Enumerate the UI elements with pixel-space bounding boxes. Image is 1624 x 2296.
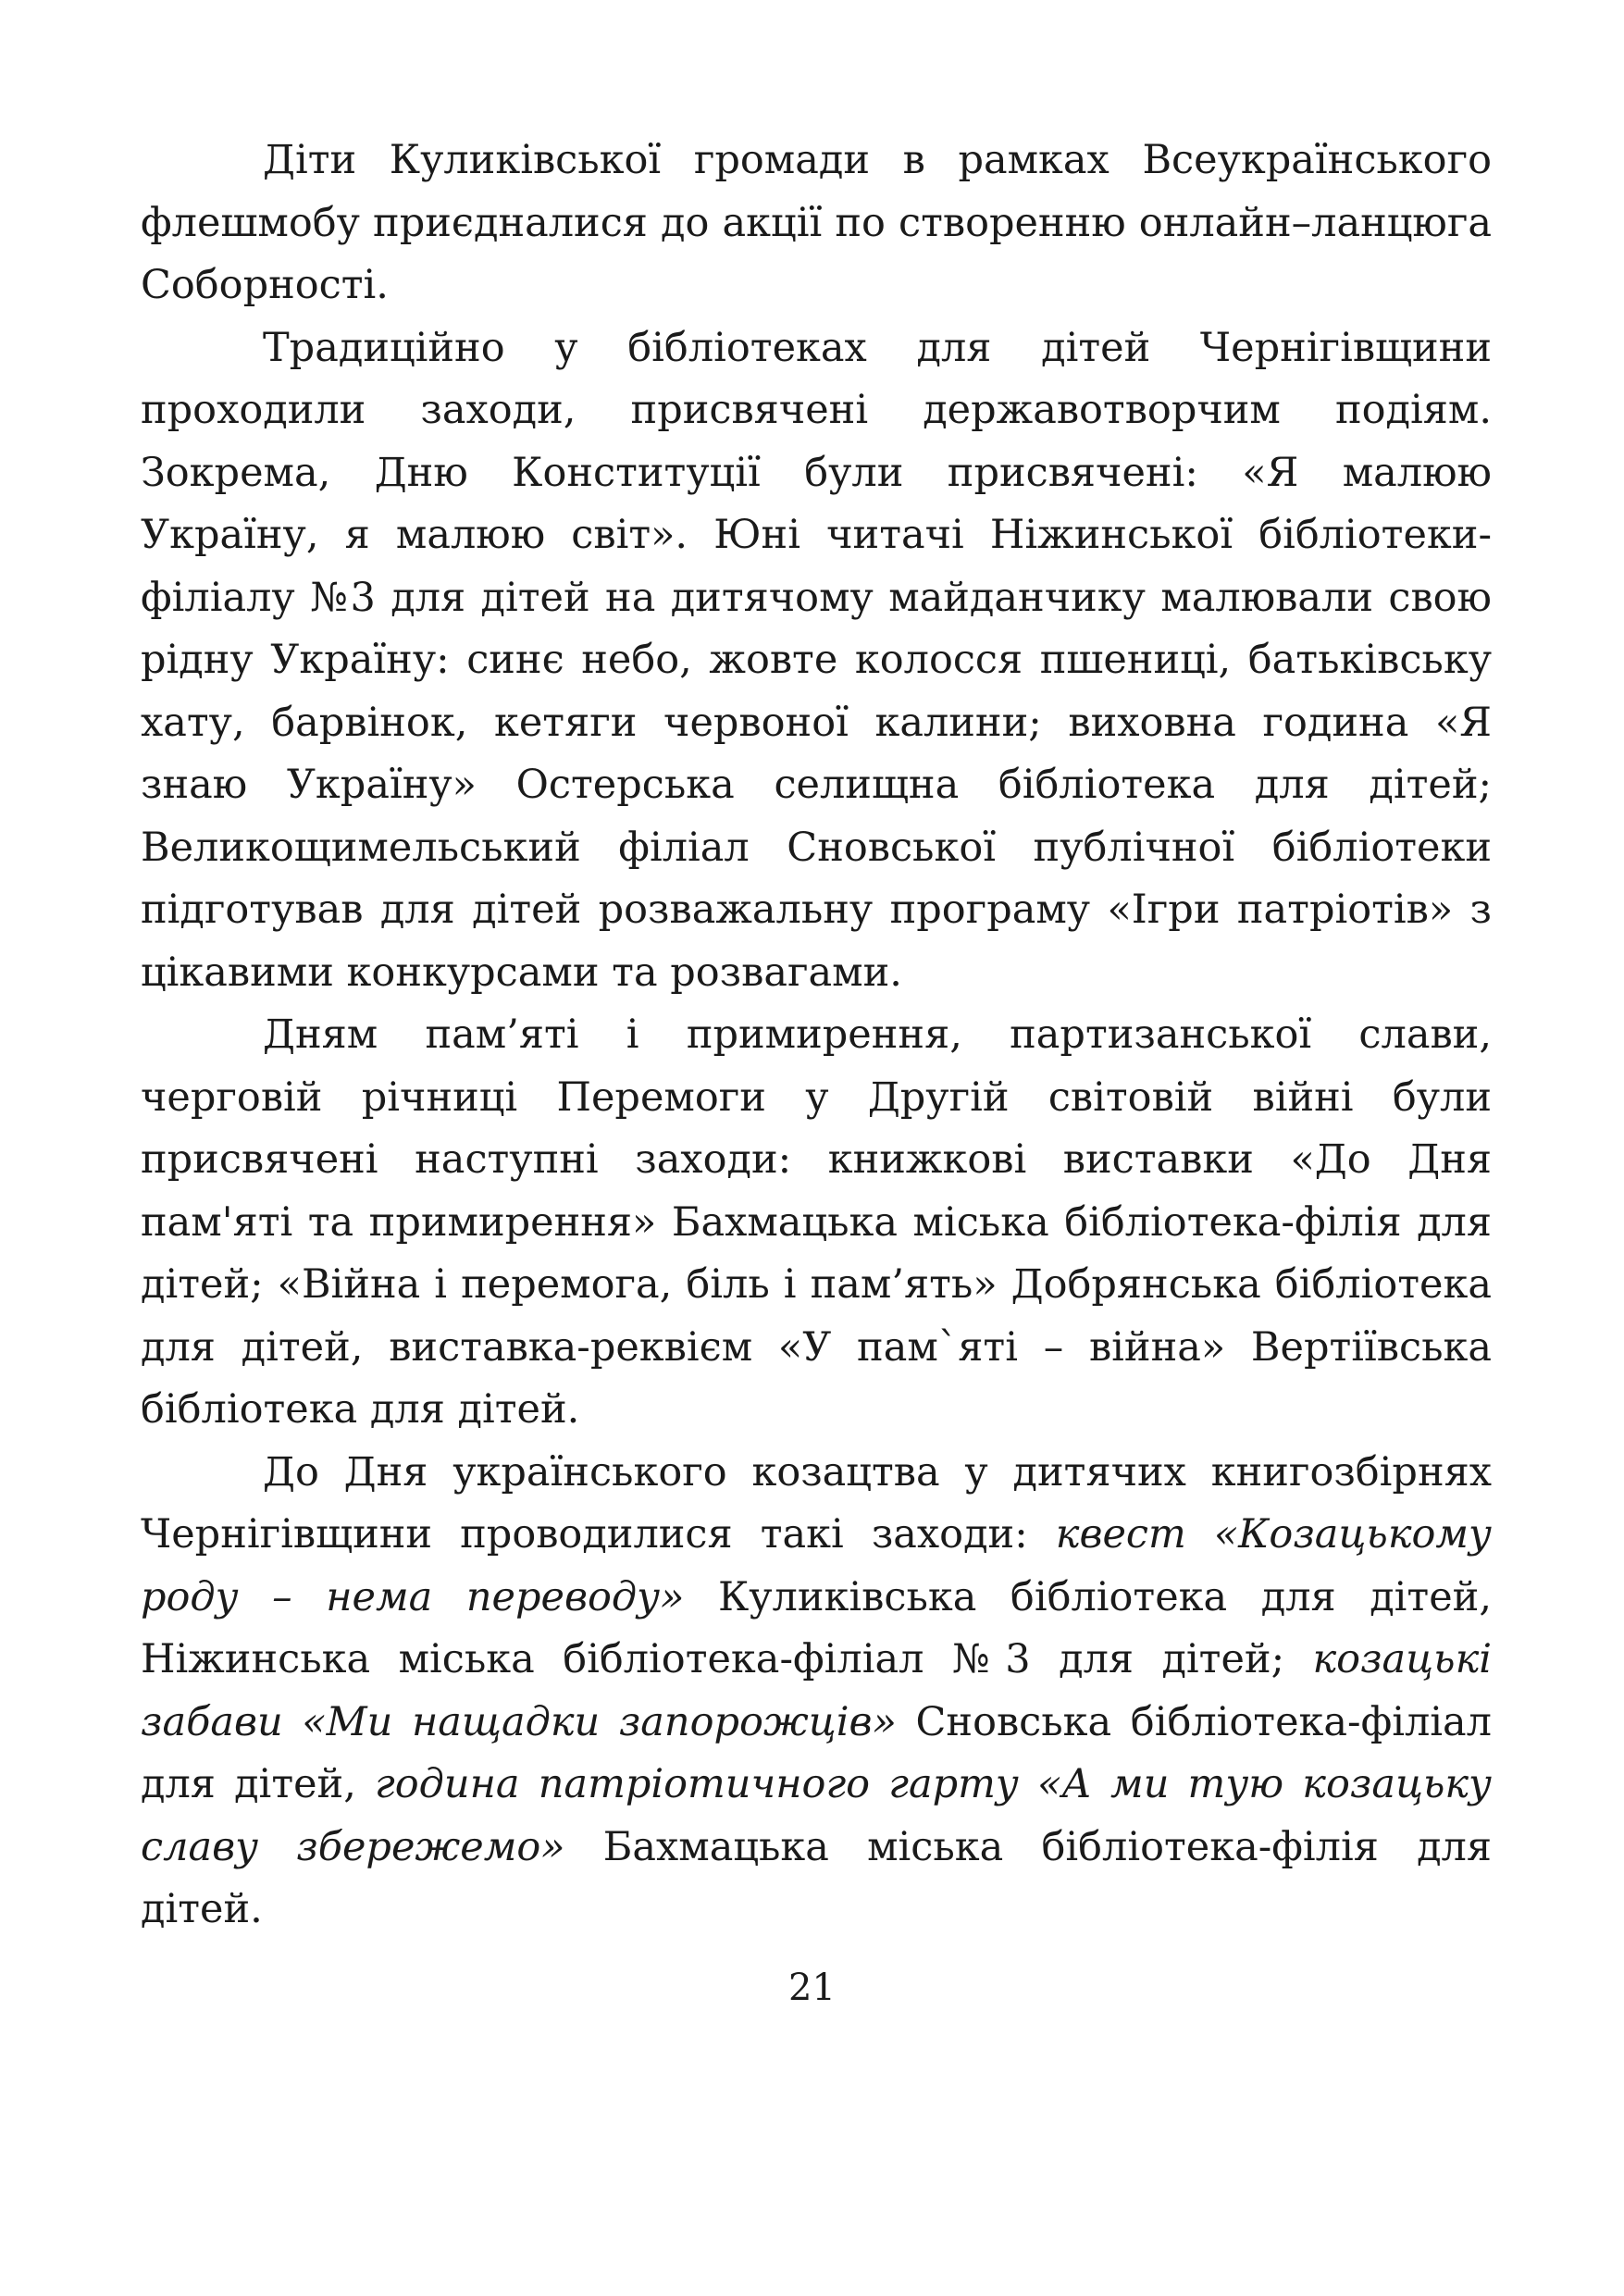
paragraph-4-text: Сновська бібліотека-філіал для дітей, [141,1698,1492,1807]
paragraph-4-italic-hour: година патріотичного гарту «А ми тую козацьку славу збережемо» [141,1761,1492,1870]
paragraph-1 [141,130,1492,317]
paragraph-4-text: Куликівська бібліотека для дітей, Ніжинська міська бібліотека-філіал №3 для дітей; [141,1573,1492,1682]
paragraph-4 [141,1442,1492,1942]
paragraph-2 [141,317,1492,1005]
paragraph-4-text: До Дня українського козацтва у дитячих книгозбірнях Чернігівщини проводилися такі заходи: [141,1448,1492,1558]
paragraph-3-text: Дням пам’яті і примирення, партизанської слави, черговій річниці Перемоги у Другій світовій війні були присвячені наступні заходи: книжкові виставки «До Дня пам'яті та примирення» Бахмацька міська бібліотека-філія для дітей; «Війна і перемога, біль і пам’ять» Добрянська бібліотека для дітей, виставка-реквієм «У пам`яті – війна» Вертіївська бібліотека для дітей. [141,1011,1492,1433]
paragraph-3 [141,1004,1492,1442]
paragraph-4-italic-quest: квест «Козацькому роду – нема переводу» [141,1511,1492,1620]
paragraph-2-text: Традиційно у бібліотеках для дітей Чернігівщини проходили заходи, присвячені державотворчим подіям. Зокрема, Дню Конституції були присвячені: «Я малюю Україну, я малюю світ». Юні читачі Ніжинської бібліотеки-філіалу №3 для дітей на дитячому майданчику малювали свою рідну Україну: синє небо, жовте колосся пшениці, батьківську хату, барвінок, кетяги червоної калини; виховна година «Я знаю Україну» Остерська селищна бібліотека для дітей; Великощимельський філіал Сновської публічної бібліотеки підготував для дітей розважальну програму «Ігри патріотів» з цікавими конкурсами та розвагами. [141,324,1492,996]
paragraph-4-italic-games: козацькі забави «Ми нащадки запорожців» [141,1636,1492,1745]
paragraph-4-text: Бахмацька міська бібліотека-філія для дітей. [141,1823,1492,1932]
paragraph-1-text: Діти Куликівської громади в рамках Всеукраїнського флешмобу приєдналися до акції по створенню онлайн–ланцюга Соборності. [141,137,1492,308]
document-body [141,130,1492,1942]
page-number: 21 [788,1967,836,2009]
